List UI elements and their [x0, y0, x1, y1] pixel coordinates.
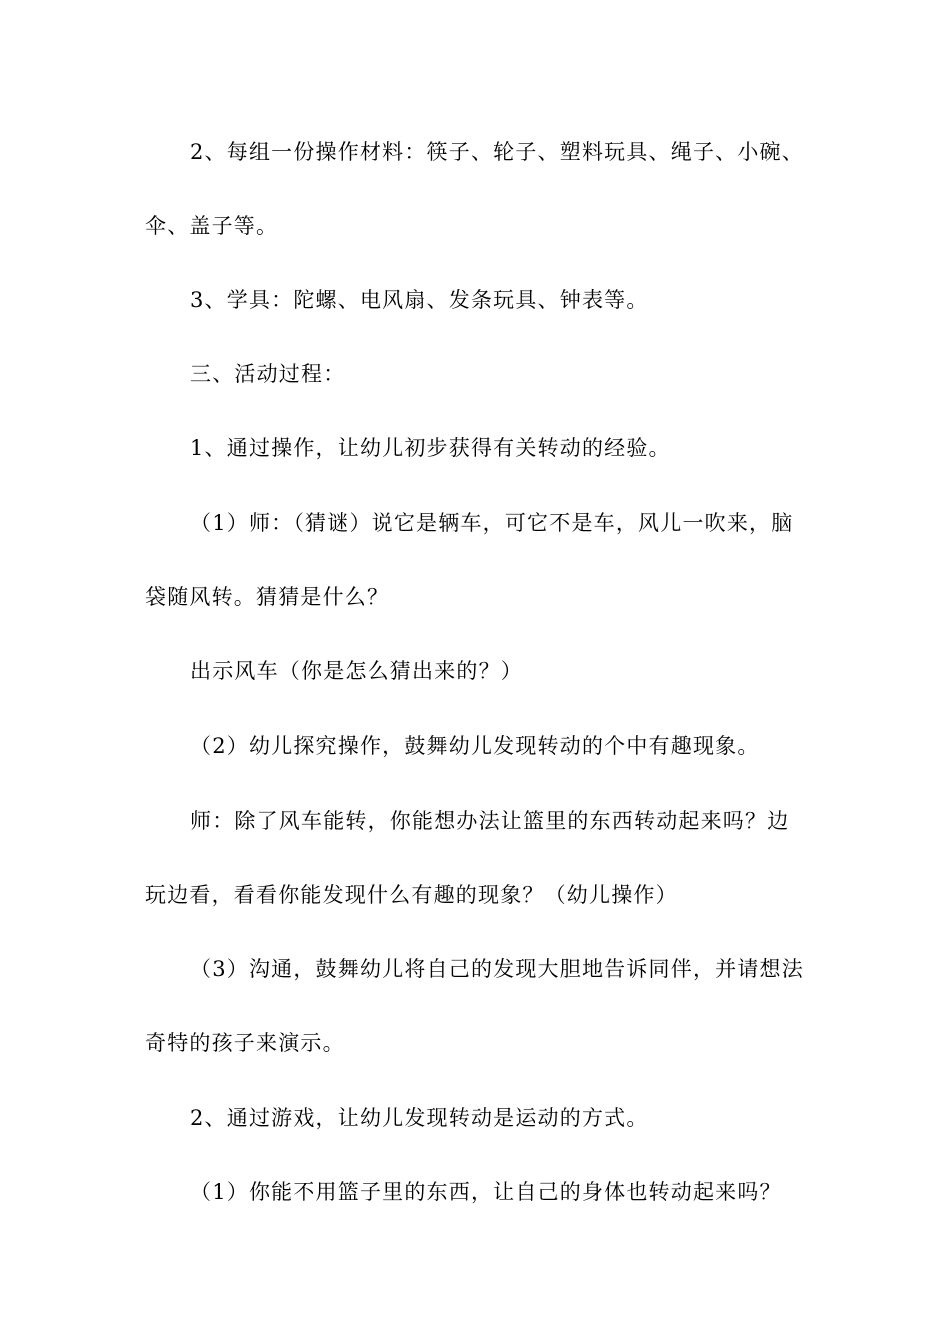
- materials-paragraph-line-2: 伞、盖子等。: [145, 214, 279, 238]
- step-1-heading: 1、通过操作，让幼儿初步获得有关转动的经验。: [190, 436, 671, 460]
- communication-paragraph-line-2: 奇特的孩子来演示。: [145, 1031, 345, 1055]
- riddle-paragraph-line-2: 袋随风转。猜猜是什么？: [145, 585, 390, 609]
- step-2-heading: 2、通过游戏，让幼儿发现转动是运动的方式。: [190, 1106, 649, 1130]
- activity-process-heading: 三、活动过程：: [190, 362, 346, 386]
- riddle-paragraph-line-1: （1）师：（猜谜）说它是辆车，可它不是车，风儿一吹来，脑: [190, 511, 794, 535]
- body-rotation-question: （1）你能不用篮子里的东西，让自己的身体也转动起来吗？: [190, 1180, 782, 1204]
- teacher-question-line-2: 玩边看，看看你能发现什么有趣的现象？（幼儿操作）: [145, 883, 678, 907]
- learning-tools-paragraph: 3、学具：陀螺、电风扇、发条玩具、钟表等。: [190, 288, 649, 312]
- communication-paragraph-line-1: （3）沟通，鼓舞幼儿将自己的发现大胆地告诉同伴，并请想法: [190, 957, 804, 981]
- materials-paragraph-line-1: 2、每组一份操作材料：筷子、轮子、塑料玩具、绳子、小碗、: [190, 140, 804, 164]
- teacher-question-line-1: 师：除了风车能转，你能想办法让篮里的东西转动起来吗？边: [190, 809, 790, 833]
- show-windmill-paragraph: 出示风车（你是怎么猜出来的？）: [190, 659, 523, 683]
- explore-paragraph: （2）幼儿探究操作，鼓舞幼儿发现转动的个中有趣现象。: [190, 734, 760, 758]
